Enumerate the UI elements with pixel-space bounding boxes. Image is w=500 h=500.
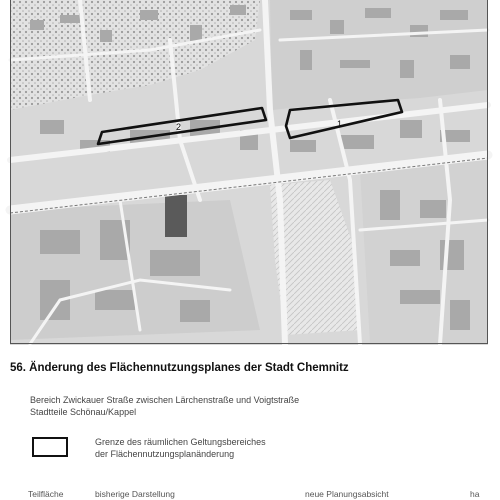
table-header-bisherige: bisherige Darstellung (95, 489, 175, 499)
dark-building (165, 195, 187, 237)
area-label-2: 2 (176, 122, 182, 132)
plan-title: 56. Änderung des Flächennutzungsplanes der Stadt Chemnitz (10, 362, 349, 374)
legend-label-line2: der Flächennutzungsplanänderung (95, 449, 235, 459)
area-description: Bereich Zwickauer Straße zwischen Lärchenstraße und Voigtstraße (30, 395, 300, 405)
table-header-neue: neue Planungsabsicht (305, 489, 389, 499)
legend-boundary-swatch (32, 437, 68, 457)
table-header-ha: ha (470, 489, 480, 499)
table-header-teilflaeche: Teilfläche (28, 489, 64, 499)
area-label-1: 1 (337, 119, 343, 129)
district-description: Stadtteile Schönau/Kappel (30, 407, 137, 417)
legend-label-line1: Grenze des räumlichen Geltungsbereiches (95, 437, 266, 447)
